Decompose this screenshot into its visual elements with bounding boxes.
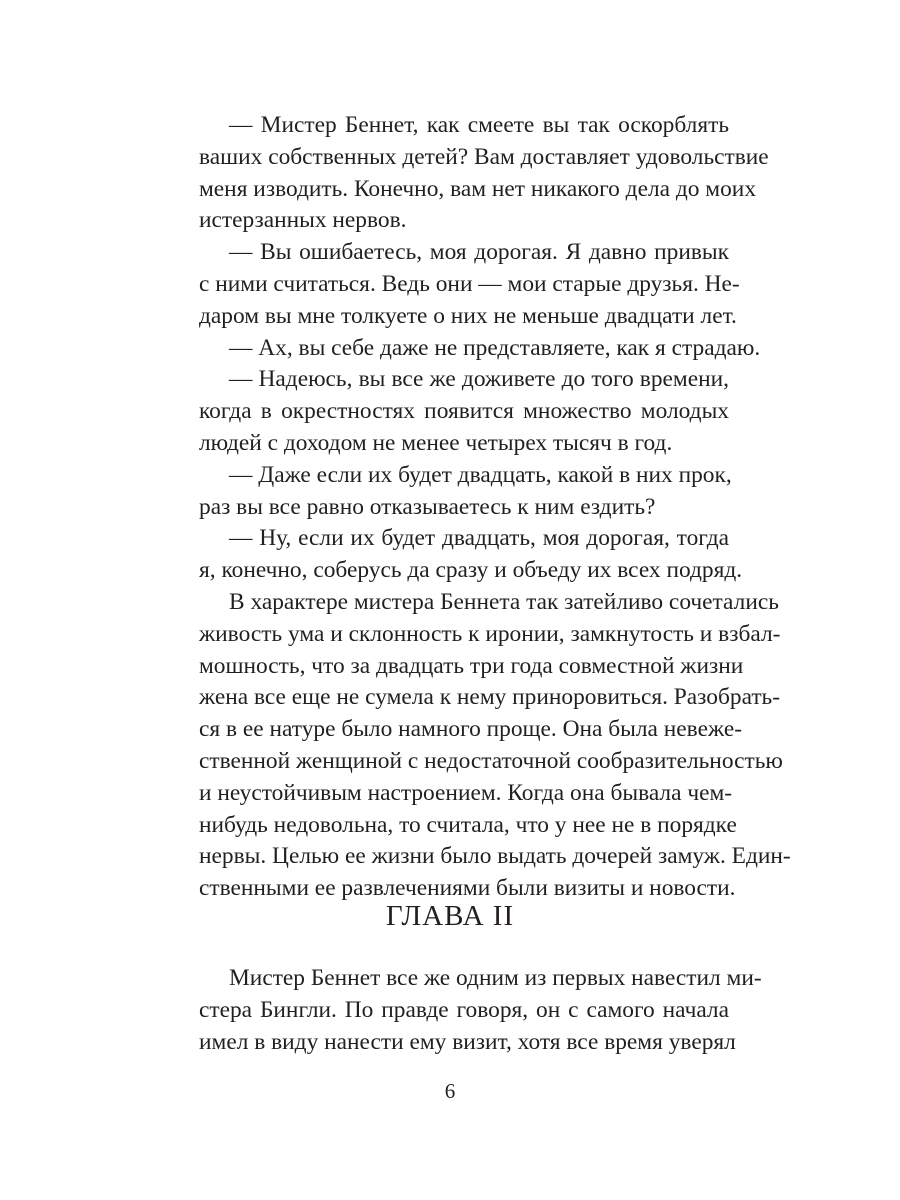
text-line: — Даже если их будет двадцать, какой в них прок, — [229, 461, 732, 488]
text-line: живость ума и склонность к иронии, замкнутость и взбал- — [199, 620, 781, 647]
chapter-title: ГЛАВА II — [385, 900, 515, 932]
text-line: ственной женщиной с недостаточной сообразительностью — [199, 747, 783, 774]
text-line: ся в ее натуре было намного проще. Она была невеже- — [199, 716, 742, 743]
text-line: нибудь недовольна, то считала, что у нее не в порядке — [199, 811, 737, 838]
text-line: раз вы все равно отказываетесь к ним ездить? — [199, 493, 656, 520]
text-line: ственными ее развлечениями были визиты и новости. — [199, 875, 736, 902]
paragraph — [199, 460, 732, 524]
text-line: — Ах, вы себе даже не представляете, как я страдаю. — [229, 334, 761, 361]
page-number: 6 — [444, 1079, 456, 1103]
paragraph — [199, 333, 761, 365]
text-line: — Мистер Беннет, как смеете вы так оскорблять — [229, 112, 729, 138]
paragraph — [199, 364, 729, 459]
text-line: даром вы мне толкуете о них не меньше двадцати лет. — [199, 302, 737, 329]
body-text-after-chapter — [199, 963, 762, 1058]
text-line: людей с доходом не менее четырех тысяч в год. — [199, 429, 673, 456]
text-line: мошность, что за двадцать три года совместной жизни — [199, 652, 744, 679]
body-text-before-chapter — [199, 110, 791, 905]
text-line: истерзанных нервов. — [199, 207, 407, 234]
text-line: нервы. Целью ее жизни было выдать дочерей замуж. Един- — [199, 843, 791, 870]
paragraph — [199, 523, 743, 587]
text-line: В характере мистера Беннета так затейливо сочетались — [229, 588, 779, 615]
text-line: имел в виду нанести ему визит, хотя все время уверял — [199, 1028, 736, 1055]
text-line: я, конечно, соберусь да сразу и объеду их всех подряд. — [199, 557, 743, 584]
text-line: с ними считаться. Ведь они — мои старые друзья. Не- — [199, 270, 740, 297]
text-line: ваших собственных детей? Вам доставляет удовольствие — [199, 143, 769, 170]
text-line: — Надеюсь, вы все же доживете до того времени, — [229, 366, 729, 393]
text-line: когда в окрестностях появится множество молодых — [199, 398, 729, 425]
text-line: меня изводить. Конечно, вам нет никакого дела до моих — [199, 175, 757, 202]
text-line: Мистер Беннет все же одним из первых навестил ми- — [229, 965, 762, 991]
text-line: — Ну, если их будет двадцать, моя дорогая, тогда — [229, 525, 729, 552]
paragraph — [199, 963, 762, 1058]
paragraph — [199, 237, 740, 332]
text-line: — Вы ошибаетесь, моя дорогая. Я давно привык — [229, 239, 729, 266]
text-line: жена все еще не сумела к нему приноровиться. Разобрать- — [199, 684, 781, 711]
text-line: стера Бингли. По правде говоря, он с самого начала — [199, 996, 729, 1023]
paragraph — [199, 587, 791, 905]
paragraph — [199, 110, 769, 237]
text-line: и неустойчивым настроением. Когда она бывала чем- — [199, 779, 733, 806]
